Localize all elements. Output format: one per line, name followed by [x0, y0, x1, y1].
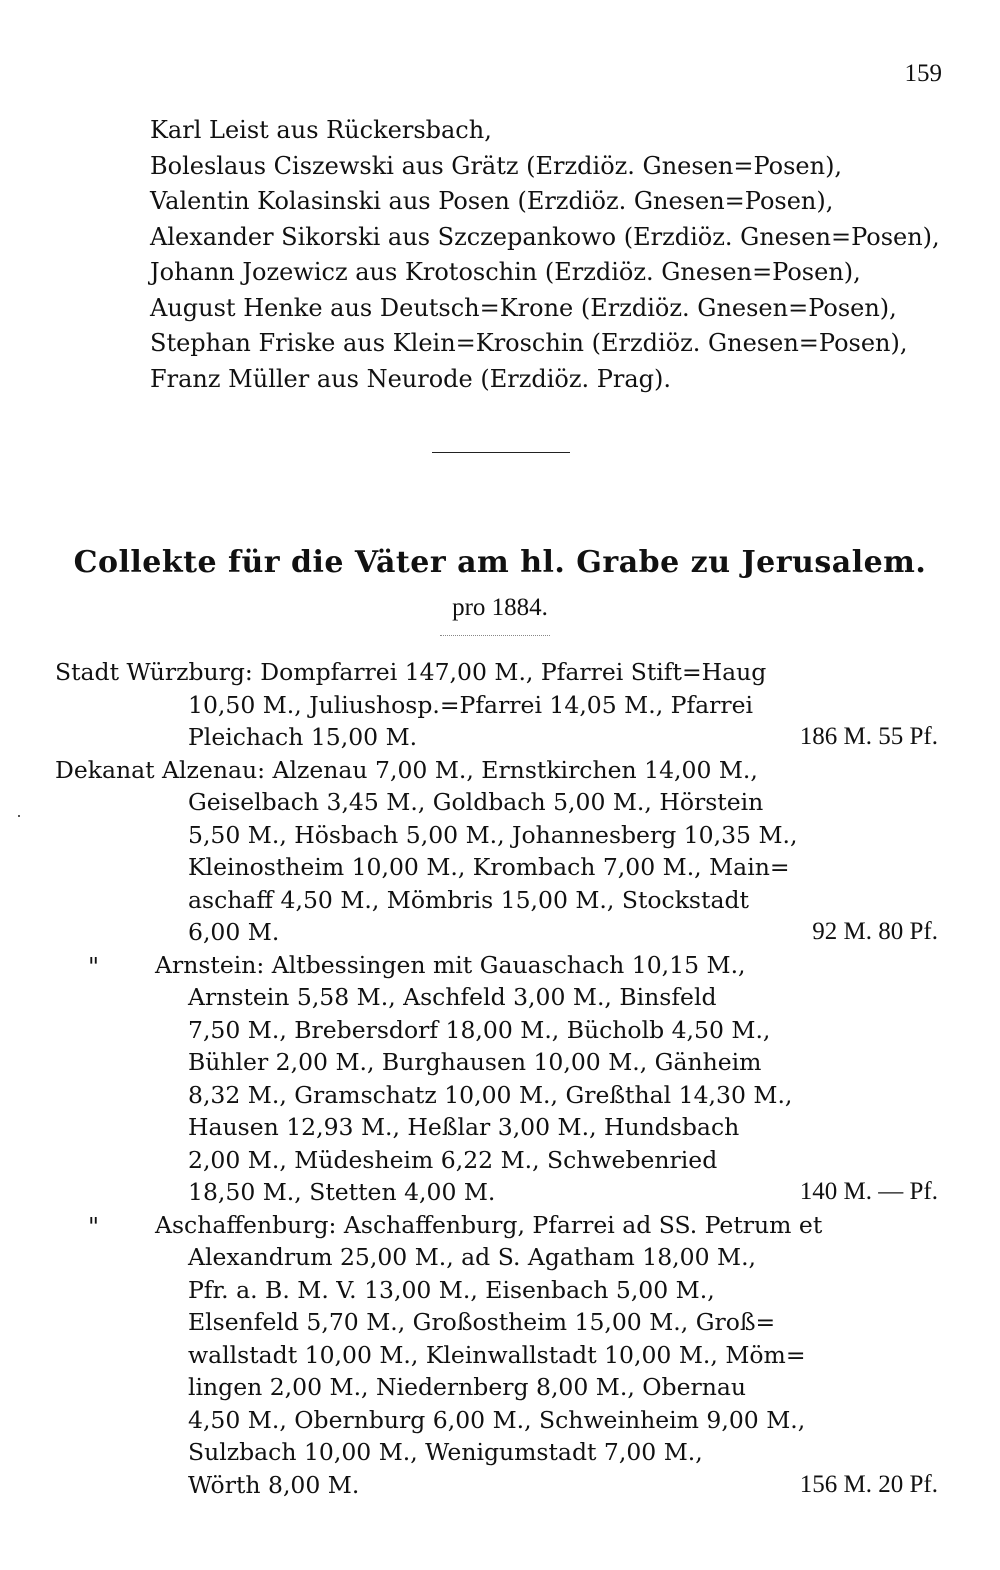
entry-total: 156 M. 20 Pf. — [799, 1470, 938, 1498]
page-number: 159 — [904, 60, 942, 87]
entry-line: Pfr. a. B. M. V. 13,00 M., Eisenbach 5,00 M., — [188, 1275, 715, 1304]
entry-stadt-wuerzburg — [0, 656, 1000, 754]
entry-line: Sulzbach 10,00 M., Wenigumstadt 7,00 M., — [188, 1438, 703, 1466]
entry-line-text: Pleichach 15,00 M. — [188, 723, 418, 751]
subtitle-ornament — [440, 635, 550, 636]
entry-line: Kleinostheim 10,00 M., Krombach 7,00 M., Main= — [188, 853, 790, 881]
entry-line-last — [0, 916, 1000, 949]
entry-line: Alexandrum 25,00 M., ad S. Agatham 18,00 M., — [188, 1243, 757, 1271]
entry-line: Arnstein: Altbessingen mit Gauaschach 10,15 M., — [155, 950, 746, 979]
entry-line: Arnstein 5,58 M., Aschfeld 3,00 M., Binsfeld — [188, 983, 717, 1011]
entry-line: Geiselbach 3,45 M., Goldbach 5,00 M., Hörstein — [188, 788, 764, 816]
entry-line-text: Wörth 8,00 M. — [188, 1470, 360, 1499]
name-line: Alexander Sikorski aus Szczepankowo (Erzdiöz. Gnesen=Posen), — [150, 222, 940, 251]
ditto-mark: " — [88, 1212, 100, 1241]
name-line: Franz Müller aus Neurode (Erzdiöz. Prag). — [150, 364, 672, 393]
entry-total: 92 M. 80 Pf. — [812, 918, 938, 945]
name-line: Johann Jozewicz aus Krotoschin (Erzdiöz. Gnesen=Posen), — [150, 258, 861, 286]
entry-line: aschaff 4,50 M., Mömbris 15,00 M., Stockstadt — [188, 885, 749, 914]
entry-line: 2,00 M., Müdesheim 6,22 M., Schwebenried — [188, 1145, 718, 1174]
entry-line: Bühler 2,00 M., Burghausen 10,00 M., Gänheim — [188, 1048, 762, 1076]
entry-line: 10,50 M., Juliushosp.=Pfarrei 14,05 M., Pfarrei — [188, 690, 754, 719]
name-line: Stephan Friske aus Klein=Kroschin (Erzdiöz. Gnesen=Posen), — [150, 329, 908, 357]
entry-arnstein — [0, 949, 1000, 1209]
ditto-mark: " — [88, 952, 100, 981]
entry-dekanat-alzenau — [0, 754, 1000, 949]
entry-line: 8,32 M., Gramschatz 10,00 M., Greßthal 14,30 M., — [188, 1080, 793, 1109]
ordination-name-list — [150, 113, 940, 397]
name-line: Boleslaus Ciszewski aus Grätz (Erzdiöz. Gnesen=Posen), — [150, 151, 843, 180]
entry-line: Hausen 12,93 M., Heßlar 3,00 M., Hundsbach — [188, 1113, 740, 1141]
entry-line: 4,50 M., Obernburg 6,00 M., Schweinheim 9,00 M., — [188, 1405, 806, 1434]
entry-line-last — [0, 721, 1000, 754]
entry-total: 186 M. 55 Pf. — [799, 723, 938, 750]
section-subtitle: pro 1884. — [452, 594, 548, 621]
entry-line-last — [0, 1469, 1000, 1502]
entry-line: lingen 2,00 M., Niedernberg 8,00 M., Obernau — [188, 1373, 746, 1401]
entry-line: Dekanat Alzenau: Alzenau 7,00 M., Ernstkirchen 14,00 M., — [55, 755, 758, 784]
section-divider — [432, 452, 570, 453]
entry-line-last — [0, 1176, 1000, 1209]
name-line: Valentin Kolasinski aus Posen (Erzdiöz. Gnesen=Posen), — [150, 187, 834, 215]
entry-aschaffenburg — [0, 1209, 1000, 1502]
entry-line: 5,50 M., Hösbach 5,00 M., Johannesberg 10,35 M., — [188, 820, 798, 849]
entry-line-text: 18,50 M., Stetten 4,00 M. — [188, 1178, 496, 1206]
entry-line: Elsenfeld 5,70 M., Großostheim 15,00 M., Groß= — [188, 1308, 776, 1336]
entry-line-text: 6,00 M. — [188, 918, 280, 946]
entry-line: Aschaffenburg: Aschaffenburg, Pfarrei ad SS. Petrum et — [155, 1210, 823, 1239]
entry-line: 7,50 M., Brebersdorf 18,00 M., Bücholb 4,50 M., — [188, 1015, 771, 1044]
name-line: August Henke aus Deutsch=Krone (Erzdiöz. Gnesen=Posen), — [150, 293, 897, 322]
section-title: Collekte für die Väter am hl. Grabe zu Jerusalem. — [73, 545, 927, 580]
collection-entries — [0, 656, 1000, 1501]
entry-line: wallstadt 10,00 M., Kleinwallstadt 10,00 M., Möm= — [188, 1340, 806, 1369]
entry-total: 140 M. — Pf. — [799, 1178, 938, 1205]
entry-line: Stadt Würzburg: Dompfarrei 147,00 M., Pfarrei Stift=Haug — [55, 658, 767, 686]
name-line: Karl Leist aus Rückersbach, — [150, 116, 492, 144]
